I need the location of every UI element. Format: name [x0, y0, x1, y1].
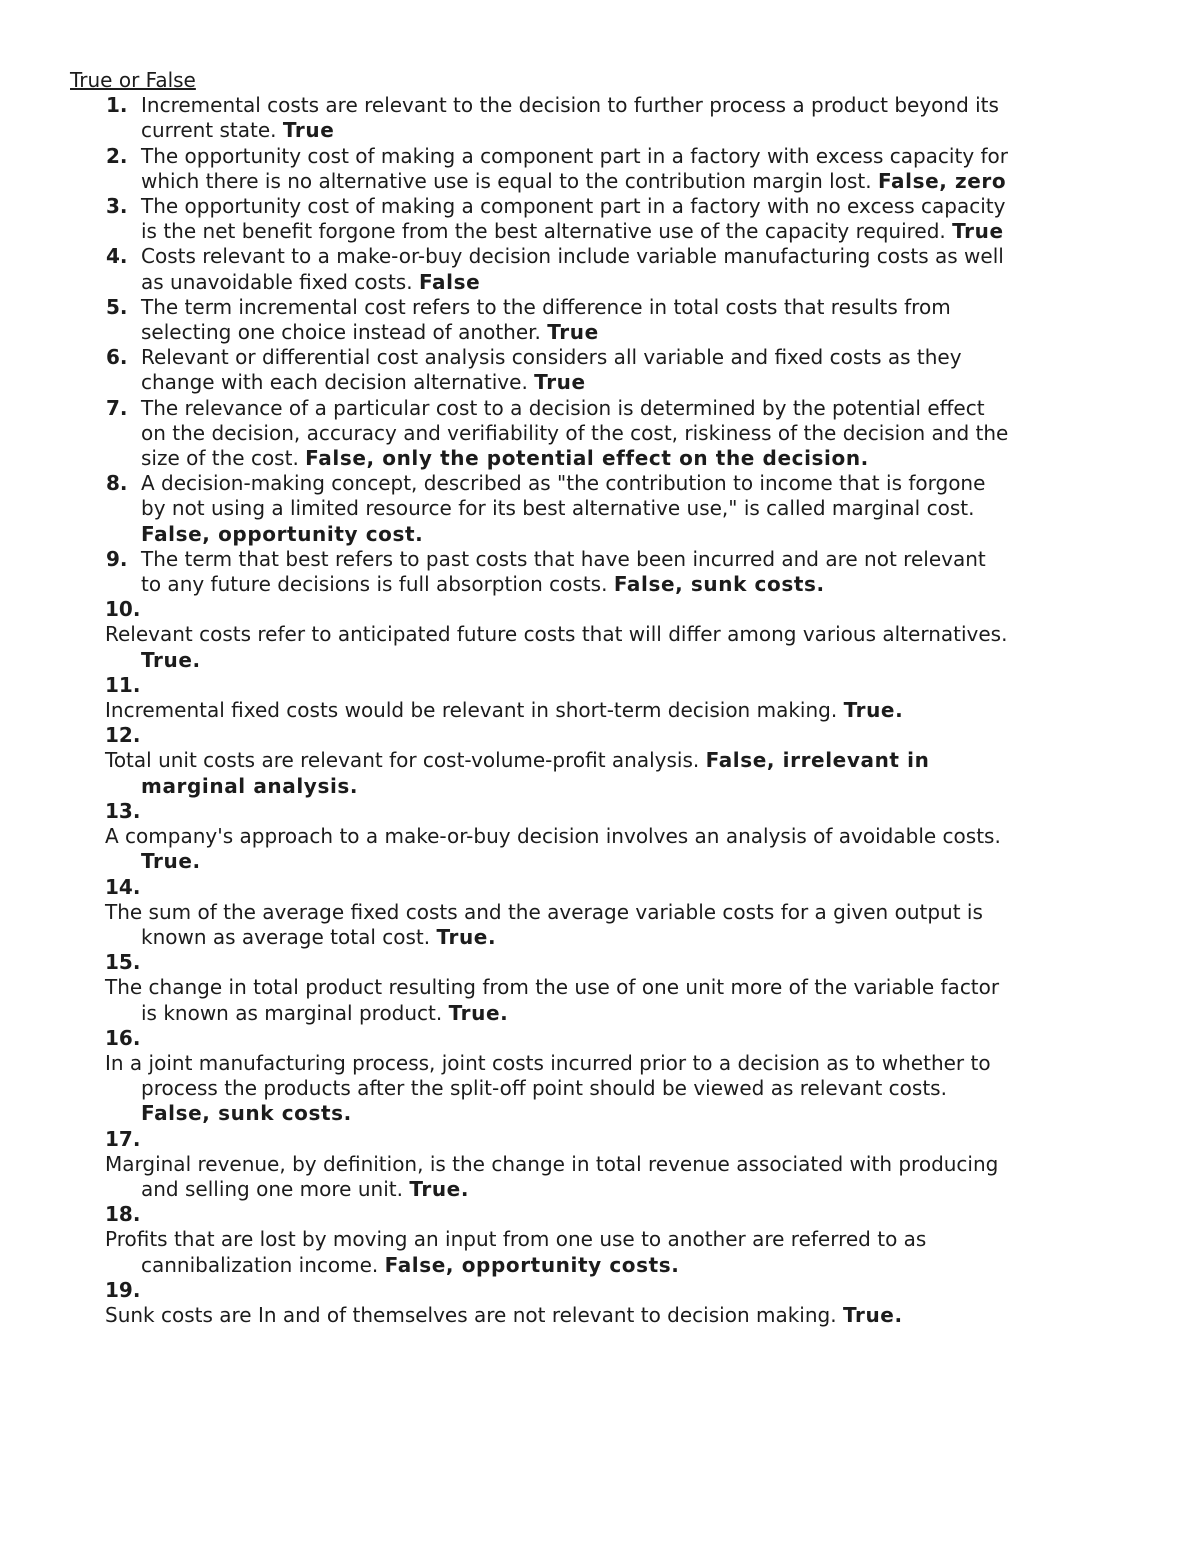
item-body [70, 1051, 1010, 1127]
answer-text: False, only the potential effect on the decision. [305, 446, 869, 471]
list-item [70, 723, 1010, 799]
item-body [70, 748, 1010, 798]
item-body [141, 194, 1010, 244]
answer-text: True [547, 320, 599, 345]
item-number: 5. [106, 294, 128, 319]
question-list [70, 93, 1010, 1328]
document-page [70, 68, 1010, 1328]
question-text: Incremental costs are relevant to the decision to further process a product beyond its current state. [141, 93, 999, 143]
item-number: 12. [105, 723, 141, 748]
question-text: Sunk costs are In and of themselves are not relevant to decision making. [105, 1302, 837, 1327]
question-text: Incremental fixed costs would be relevant in short-term decision making. [105, 698, 838, 723]
answer-text: True. [436, 924, 497, 949]
item-number: 11. [105, 672, 141, 697]
answer-text: True. [448, 1000, 509, 1025]
item-number: 8. [106, 471, 128, 496]
list-item [70, 144, 1010, 194]
list-item [70, 345, 1010, 395]
question-text: The relevance of a particular cost to a decision is determined by the potential effect on the decision, accuracy and verifiability of the cost, riskiness of the decision and the size of the cost. [141, 395, 1009, 471]
answer-text: False, zero [877, 168, 1007, 193]
question-text: Costs relevant to a make-or-buy decision include variable manufacturing costs as well as unavoidable fixed costs. [141, 244, 1004, 294]
question-text: The opportunity cost of making a component part in a factory with excess capacity for which there is no alternative use is equal to the contribution margin lost. [141, 143, 1009, 193]
item-body [70, 900, 1010, 950]
list-item [70, 471, 1010, 547]
question-text: The term that best refers to past costs that have been incurred and are not relevant to any future decisions is full absorption costs. [141, 546, 986, 597]
list-item [70, 194, 1010, 244]
answer-text: False, sunk costs. [141, 1101, 352, 1126]
item-body [141, 244, 1010, 294]
answer-text: True [534, 370, 586, 395]
item-body [70, 698, 1010, 723]
answer-text: False, opportunity cost. [141, 521, 424, 546]
question-text: Total unit costs are relevant for cost-volume-profit analysis. [105, 748, 700, 773]
answer-text: False, irrelevant in marginal analysis. [141, 748, 930, 798]
answer-text: True. [843, 698, 904, 723]
list-item [70, 1127, 1010, 1203]
question-text: The change in total product resulting from the use of one unit more of the variable factor is known as marginal product. [105, 975, 1000, 1025]
item-body [141, 93, 1010, 143]
list-item [70, 1278, 1010, 1328]
list-item [70, 547, 1010, 597]
item-number: 14. [105, 874, 141, 899]
question-text: Marginal revenue, by definition, is the change in total revenue associated with producing and selling one more unit. [105, 1151, 999, 1201]
answer-text: False, sunk costs. [613, 572, 825, 597]
question-text: Relevant costs refer to anticipated future costs that will differ among various alternatives. [105, 622, 1008, 647]
item-number: 3. [106, 194, 128, 219]
list-item [70, 244, 1010, 294]
question-text: Relevant or differential cost analysis considers all variable and fixed costs as they change with each decision alternative. [141, 345, 962, 395]
question-text: The sum of the average fixed costs and the average variable costs for a given output is known as average total cost. [105, 899, 983, 949]
item-number: 13. [105, 798, 141, 823]
list-item [70, 875, 1010, 951]
item-body [141, 396, 1010, 472]
answer-text: True. [842, 1302, 903, 1327]
item-body [141, 295, 1010, 345]
page-title: True or False [70, 68, 196, 92]
item-number: 1. [106, 93, 128, 118]
answer-text: True. [141, 647, 201, 672]
item-body [70, 824, 1010, 874]
list-item [70, 1202, 1010, 1278]
item-number: 4. [106, 244, 128, 269]
item-number: 19. [105, 1277, 141, 1302]
item-body [70, 1227, 1010, 1277]
question-text: A company's approach to a make-or-buy decision involves an analysis of avoidable costs. [105, 824, 1001, 849]
question-text: The term incremental cost refers to the difference in total costs that results from selecting one choice instead of another. [141, 294, 951, 345]
item-number: 7. [106, 395, 128, 420]
answer-text: False, opportunity costs. [384, 1252, 680, 1277]
item-body [70, 975, 1010, 1025]
item-number: 9. [106, 546, 128, 571]
list-item [70, 799, 1010, 875]
list-item [70, 93, 1010, 143]
item-body [141, 547, 1010, 597]
question-text: In a joint manufacturing process, joint costs incurred prior to a decision as to whether to process the products after the split-off point should be viewed as relevant costs. [105, 1050, 991, 1101]
item-number: 18. [105, 1202, 141, 1227]
item-number: 6. [106, 345, 128, 370]
answer-text: False [418, 269, 481, 294]
question-text: Profits that are lost by moving an input from one use to another are referred to as cannibalization income. [105, 1227, 927, 1277]
answer-text: True [952, 219, 1004, 244]
answer-text: True. [409, 1176, 470, 1201]
list-item [70, 673, 1010, 723]
list-item [70, 295, 1010, 345]
item-number: 17. [105, 1126, 141, 1151]
item-number: 16. [105, 1025, 141, 1050]
list-item [70, 950, 1010, 1026]
list-item [70, 1026, 1010, 1127]
question-text: A decision-making concept, described as "the contribution to income that is forgone by not using a limited resource for its best alternative use," is called marginal cost. [141, 471, 986, 521]
item-number: 10. [105, 597, 141, 622]
item-body [70, 1152, 1010, 1202]
list-item [70, 597, 1010, 673]
question-text: The opportunity cost of making a component part in a factory with no excess capacity is the net benefit forgone from the best alternative use of the capacity required. [141, 194, 1006, 244]
item-number: 2. [106, 143, 128, 168]
item-body [141, 345, 1010, 395]
answer-text: True. [141, 849, 201, 874]
item-body [70, 622, 1010, 672]
item-number: 15. [105, 950, 141, 975]
item-body [141, 144, 1010, 194]
answer-text: True [282, 118, 335, 143]
list-item [70, 396, 1010, 472]
item-body [141, 471, 1010, 547]
item-body [70, 1303, 1010, 1328]
